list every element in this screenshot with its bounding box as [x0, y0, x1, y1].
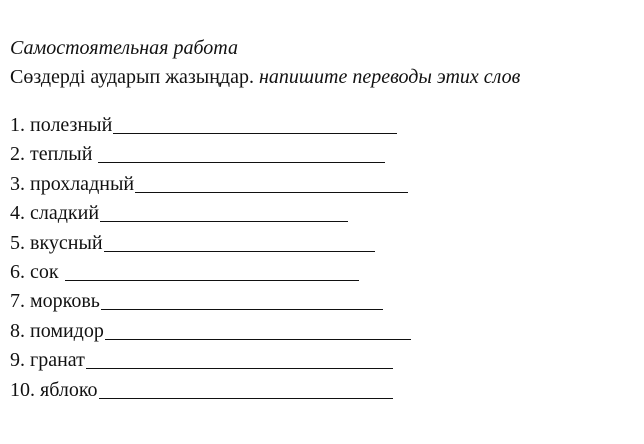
- word-label: 5. вкусный: [10, 231, 103, 254]
- answer-blank[interactable]: [113, 113, 397, 134]
- list-item: [10, 142, 411, 171]
- word-label: 7. морковь: [10, 290, 100, 313]
- worksheet-instruction: [10, 66, 520, 88]
- answer-blank[interactable]: [98, 142, 385, 163]
- word-label: 10. яблоко: [10, 378, 98, 401]
- answer-blank[interactable]: [99, 378, 393, 399]
- instruction-russian: напишите переводы этих слов: [258, 66, 521, 88]
- list-item: [10, 289, 411, 318]
- list-item: [10, 231, 411, 260]
- answer-blank[interactable]: [101, 289, 383, 310]
- word-list: [10, 113, 411, 407]
- word-label: 2. теплый: [10, 143, 93, 166]
- word-label: 3. прохладный: [10, 172, 135, 195]
- list-item: [10, 172, 411, 201]
- word-label: 9. гранат: [10, 349, 85, 372]
- list-item: [10, 378, 411, 407]
- word-label: 1. полезный: [10, 114, 113, 136]
- word-label: 4. сладкий: [10, 202, 100, 225]
- answer-blank[interactable]: [104, 231, 375, 252]
- instruction-kazakh: Сөздерді аударып жазыңдар.: [10, 66, 254, 88]
- word-label: 6. сок: [10, 260, 59, 283]
- answer-blank[interactable]: [100, 201, 348, 222]
- answer-blank[interactable]: [86, 348, 393, 369]
- answer-blank[interactable]: [65, 260, 359, 281]
- list-item: [10, 319, 411, 348]
- worksheet-title: Самостоятельная работа: [10, 37, 238, 59]
- list-item: [10, 113, 411, 142]
- answer-blank[interactable]: [105, 319, 411, 340]
- answer-blank[interactable]: [135, 172, 408, 193]
- list-item: [10, 260, 411, 289]
- word-label: 8. помидор: [10, 319, 104, 342]
- list-item: [10, 201, 411, 230]
- list-item: [10, 348, 411, 377]
